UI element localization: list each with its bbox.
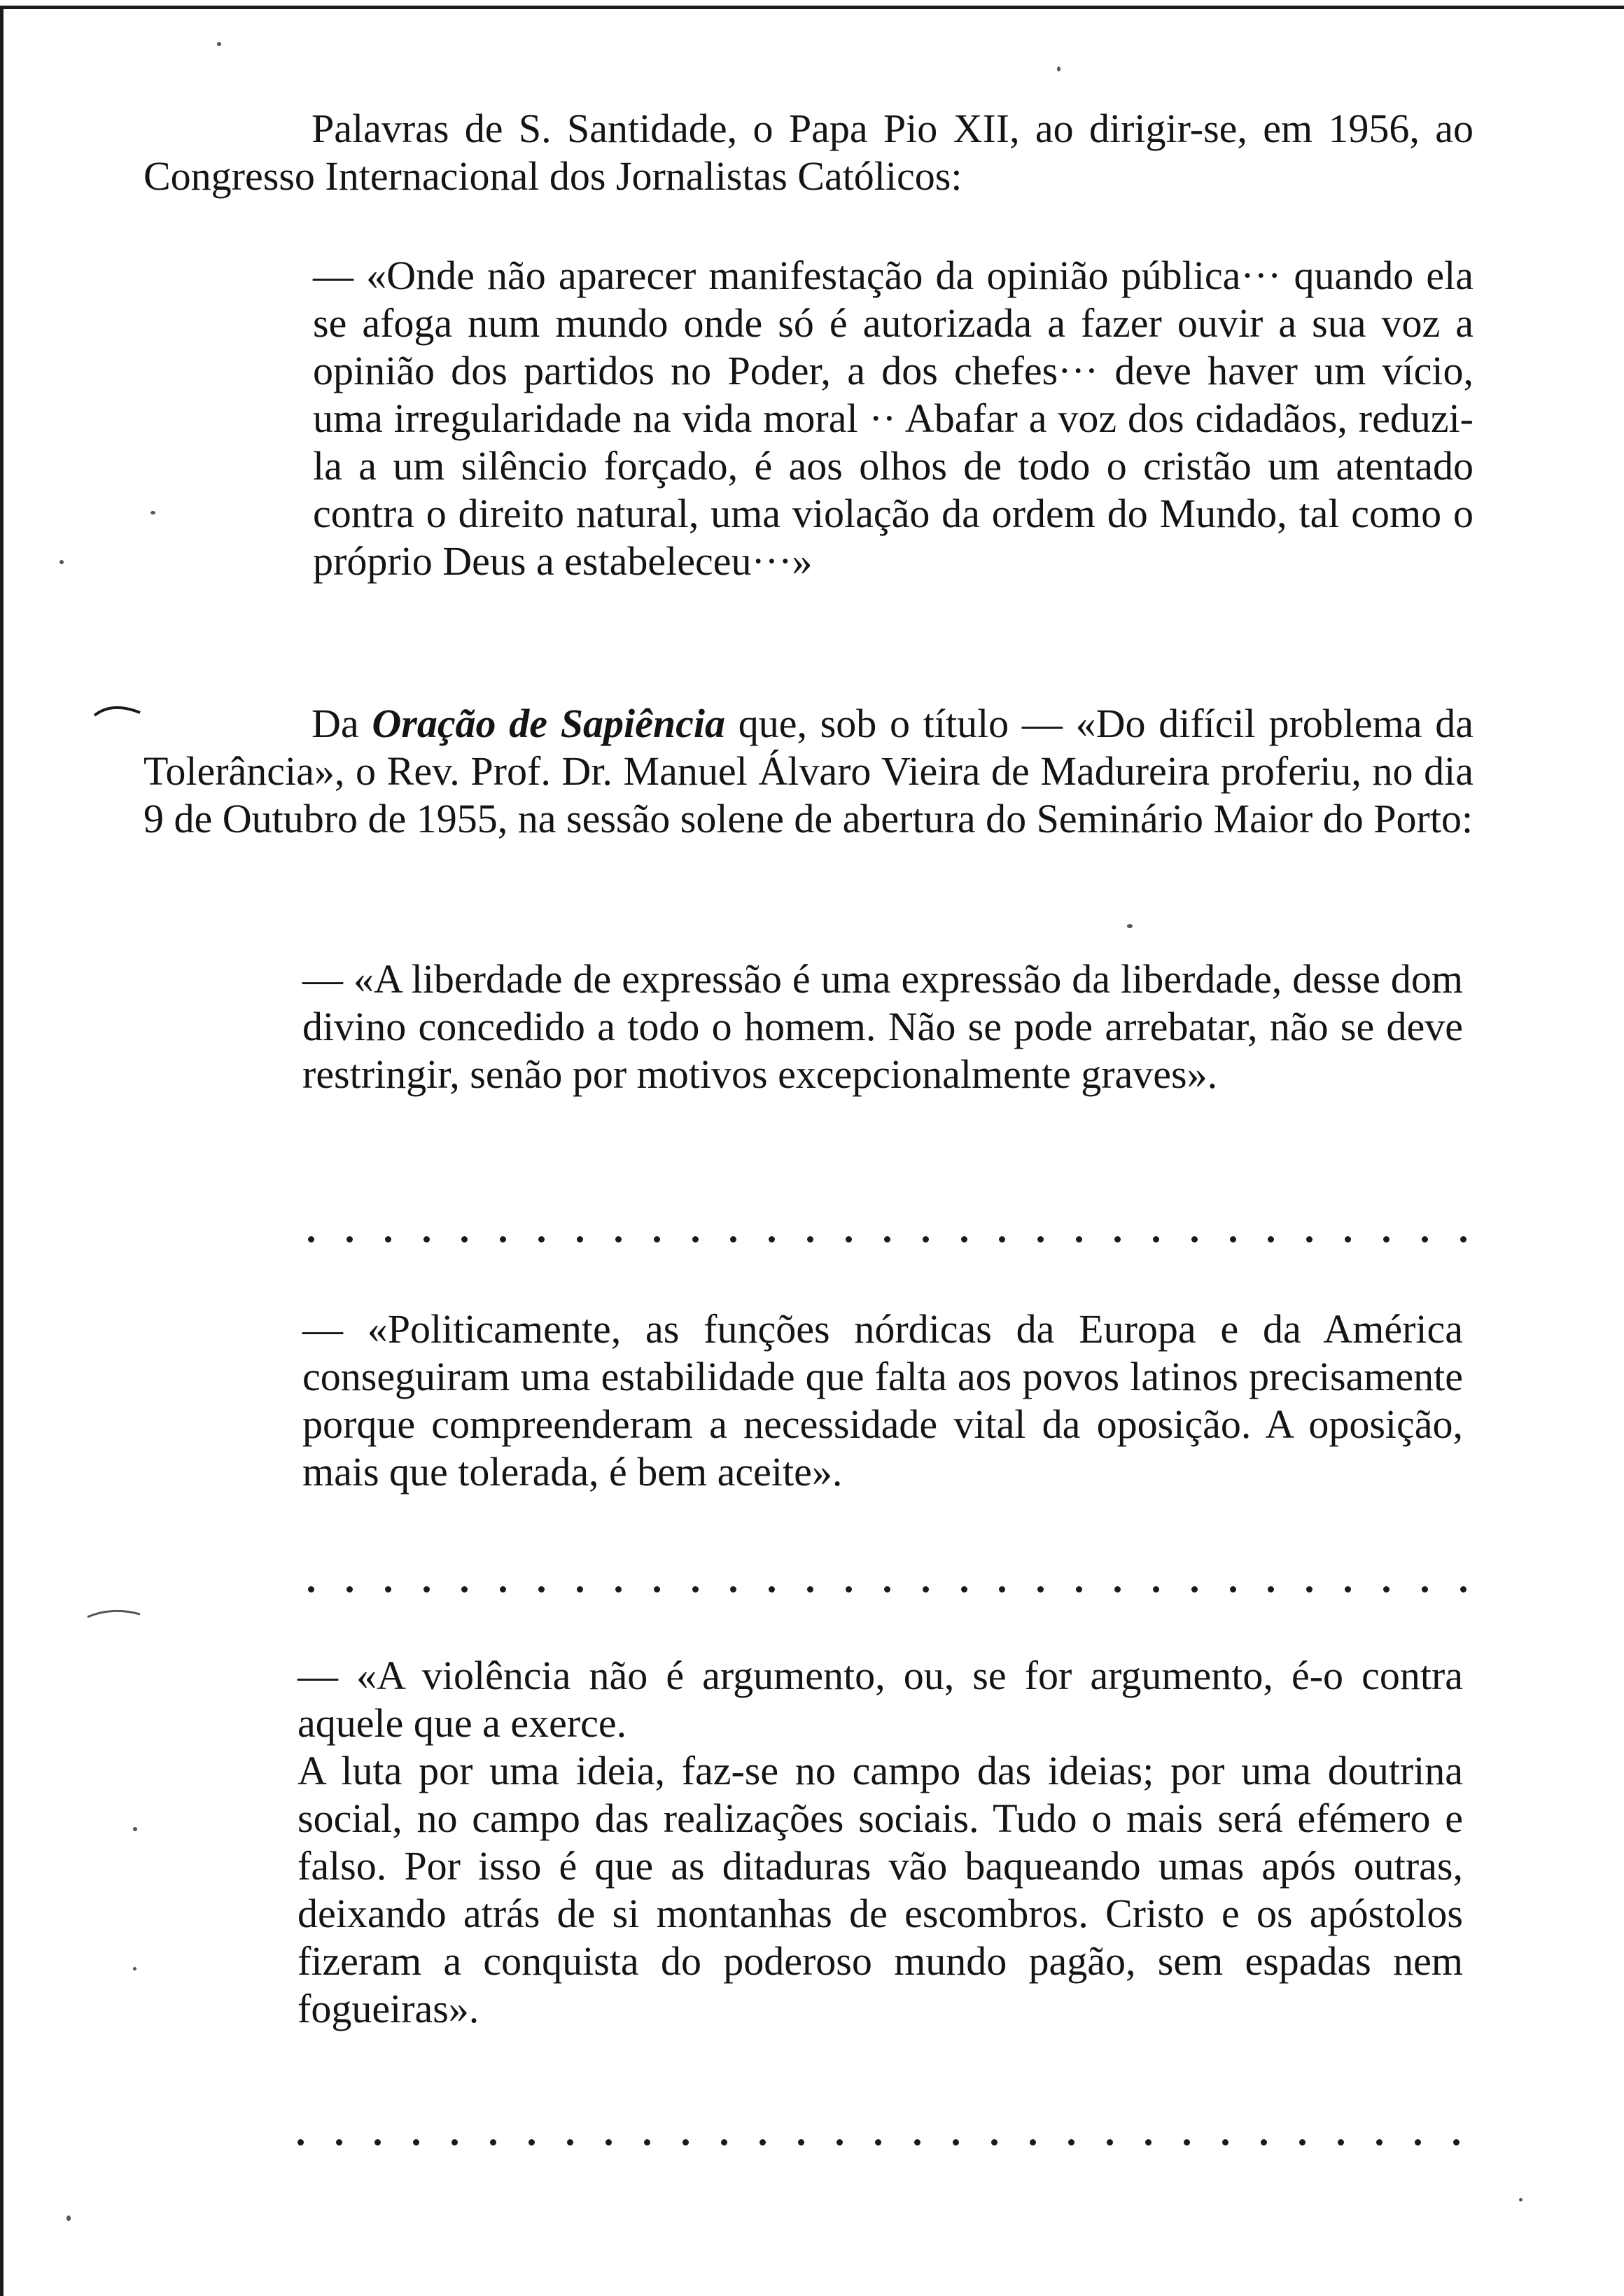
ellipsis-dot bbox=[308, 1586, 314, 1592]
ellipsis-dot bbox=[999, 1236, 1005, 1242]
ellipsis-dot bbox=[1261, 2139, 1267, 2146]
ellipsis-dot bbox=[1383, 1586, 1390, 1592]
ellipsis-dot bbox=[769, 1236, 775, 1242]
ellipsis-dot bbox=[1030, 2139, 1036, 2146]
ellipsis-dot bbox=[1422, 1236, 1428, 1242]
ellipsis-dot bbox=[1076, 1236, 1082, 1242]
ellipsis-dot bbox=[385, 1586, 391, 1592]
ellipsis-dot bbox=[923, 1586, 929, 1592]
ellipsis-dot bbox=[1222, 2139, 1228, 2146]
ellipsis-dot bbox=[461, 1236, 468, 1242]
quote-violence-text-1: — «A violência não é argumento, ou, se for argumento, é-o contra aquele que a exerce. bbox=[298, 1653, 1463, 1746]
ellipsis-dot bbox=[385, 1236, 391, 1242]
ellipsis-dot bbox=[346, 1236, 353, 1242]
ellipsis-dot bbox=[1345, 1586, 1351, 1592]
scan-speck bbox=[217, 42, 221, 46]
ellipsis-dot bbox=[654, 1236, 660, 1242]
ellipsis-dot bbox=[336, 2139, 342, 2146]
intro-oration-before-title: Da bbox=[312, 701, 372, 746]
ellipsis-dot bbox=[567, 2139, 573, 2146]
ellipsis-dot bbox=[615, 1236, 622, 1242]
ellipsis-dot bbox=[1376, 2139, 1382, 2146]
ellipsis-dot bbox=[1184, 2139, 1190, 2146]
ellipsis-dot bbox=[1230, 1586, 1236, 1592]
scan-mark-left-1 bbox=[91, 700, 147, 721]
ellipsis-dot bbox=[1037, 1236, 1044, 1242]
scan-speck bbox=[1519, 2198, 1522, 2202]
scan-speck bbox=[66, 2216, 71, 2221]
ellipsis-dot bbox=[807, 1236, 813, 1242]
ellipsis-dot bbox=[1422, 1586, 1428, 1592]
ellipsis-dot bbox=[538, 1586, 545, 1592]
ellipsis-dot bbox=[424, 1236, 430, 1242]
page-border-left bbox=[0, 6, 4, 2296]
ellipsis-dot bbox=[1076, 1586, 1082, 1592]
ellipsis-dot bbox=[413, 2139, 419, 2146]
ellipsis-dot bbox=[836, 2139, 843, 2146]
quote-politics-text: — «Politicamente, as funções nórdicas da Europa e da América conseguiram uma estabilidade que falta aos povos latinos precisamente porque compreenderam a necessidade vital da oposição. A oposição, mais que tolerada, é bem aceite». bbox=[302, 1306, 1463, 1494]
ellipsis-dot bbox=[490, 2139, 496, 2146]
intro-text-oration bbox=[144, 700, 1474, 843]
ellipsis-dot bbox=[730, 1236, 736, 1242]
ellipsis-dot bbox=[991, 2139, 997, 2146]
ellipsis-dot bbox=[298, 2139, 304, 2146]
scan-speck bbox=[1127, 924, 1133, 928]
quote-violence bbox=[298, 1652, 1463, 2033]
quote-liberty-text: — «A liberdade de expressão é uma expressão da liberdade, desse dom divino concedido a todo o homem. Não se pode arrebatar, não se deve restringir, senão por motivos excepcionalmente graves». bbox=[302, 956, 1463, 1097]
ellipsis-dot bbox=[1107, 2139, 1113, 2146]
ellipsis-dot bbox=[1114, 1236, 1121, 1242]
quote-violence-text-2: A luta por uma ideia, faz-se no campo das ideias; por uma doutrina social, no campo das realizações sociais. Tudo o mais será efémero e falso. Por isso é que as ditaduras vão baqueando umas após outras, deixando atrás de si montanhas de escombros. Cristo e os apóstolos fizeram a conquista do poderoso mundo pagão, sem espadas nem fogueiras». bbox=[298, 1748, 1463, 2031]
intro-paragraph-pope bbox=[144, 105, 1474, 200]
intro-paragraph-oration bbox=[144, 700, 1474, 843]
ellipsis-dot bbox=[1453, 2139, 1460, 2146]
ellipsis-dot bbox=[577, 1586, 583, 1592]
ellipsis-dot bbox=[953, 2139, 959, 2146]
oration-title: Oração de Sapiência bbox=[372, 701, 725, 746]
scan-speck bbox=[59, 560, 64, 564]
page-border-top bbox=[0, 6, 1624, 9]
ellipsis-dot bbox=[923, 1236, 929, 1242]
ellipsis-dot bbox=[308, 1236, 314, 1242]
ellipsis-dot bbox=[1415, 2139, 1421, 2146]
ellipsis-dot bbox=[1460, 1236, 1466, 1242]
ellipsis-dot bbox=[1306, 1236, 1312, 1242]
intro-oration-after-title: que, sob o título — «Do difícil problema da Tolerância», o Rev. Prof. Dr. Manuel Álvaro Vieira de Madureira proferiu, no dia 9 de Outubro de 1955, na sessão solene de abertura do Seminário Maior do Porto: bbox=[144, 701, 1474, 841]
ellipsis-dot bbox=[884, 1586, 890, 1592]
ellipsis-dot bbox=[1268, 1586, 1274, 1592]
ellipsis-dot bbox=[692, 1586, 699, 1592]
ellipsis-dot bbox=[1338, 2139, 1344, 2146]
ellipsis-dot bbox=[606, 2139, 612, 2146]
ellipsis-dot bbox=[528, 2139, 535, 2146]
scan-speck bbox=[1057, 66, 1060, 71]
ellipsis-dot bbox=[721, 2139, 727, 2146]
ellipsis-dot bbox=[769, 1586, 775, 1592]
ellipsis-separator-3 bbox=[298, 2124, 1460, 2160]
ellipsis-dot bbox=[961, 1586, 967, 1592]
ellipsis-dot bbox=[798, 2139, 804, 2146]
ellipsis-dot bbox=[1068, 2139, 1074, 2146]
ellipsis-dot bbox=[730, 1586, 736, 1592]
ellipsis-dot bbox=[1268, 1236, 1274, 1242]
ellipsis-dot bbox=[846, 1236, 852, 1242]
ellipsis-dot bbox=[615, 1586, 622, 1592]
scan-speck bbox=[150, 511, 155, 514]
ellipsis-dot bbox=[682, 2139, 689, 2146]
ellipsis-dot bbox=[999, 1586, 1005, 1592]
ellipsis-dot bbox=[374, 2139, 381, 2146]
ellipsis-dot bbox=[1191, 1236, 1198, 1242]
ellipsis-dot bbox=[1037, 1586, 1044, 1592]
ellipsis-dot bbox=[961, 1236, 967, 1242]
ellipsis-dot bbox=[760, 2139, 766, 2146]
ellipsis-dot bbox=[500, 1236, 506, 1242]
quote-pope bbox=[313, 252, 1474, 585]
ellipsis-dot bbox=[914, 2139, 920, 2146]
ellipsis-dot bbox=[538, 1236, 545, 1242]
ellipsis-dot bbox=[346, 1586, 353, 1592]
ellipsis-dot bbox=[875, 2139, 881, 2146]
ellipsis-dot bbox=[451, 2139, 458, 2146]
ellipsis-dot bbox=[1153, 1586, 1159, 1592]
ellipsis-dot bbox=[1114, 1586, 1121, 1592]
ellipsis-dot bbox=[692, 1236, 699, 1242]
quote-liberty bbox=[302, 955, 1463, 1098]
ellipsis-dot bbox=[1230, 1236, 1236, 1242]
ellipsis-dot bbox=[1145, 2139, 1152, 2146]
scan-speck bbox=[133, 1827, 137, 1831]
scan-speck bbox=[133, 1967, 136, 1970]
ellipsis-dot bbox=[884, 1236, 890, 1242]
ellipsis-dot bbox=[1345, 1236, 1351, 1242]
ellipsis-dot bbox=[1383, 1236, 1390, 1242]
ellipsis-dot bbox=[1153, 1236, 1159, 1242]
ellipsis-dot bbox=[577, 1236, 583, 1242]
ellipsis-dot bbox=[644, 2139, 650, 2146]
quote-pope-text: — «Onde não aparecer manifestação da opinião pública··· quando ela se afoga num mundo onde só é autorizada a fazer ouvir a sua voz a opinião dos partidos no Poder, a dos chefes··· deve haver um vício, uma irregularidade na vida moral ·· Abafar a voz dos cidadãos, reduzi-la a um silêncio forçado, é aos olhos de todo o cristão um atentado contra o direito natural, uma violação da ordem do Mundo, tal como o próprio Deus a estabeleceu···» bbox=[313, 253, 1474, 584]
ellipsis-dot bbox=[1460, 1586, 1466, 1592]
scan-mark-left-2 bbox=[84, 1603, 147, 1624]
intro-text-pope: Palavras de S. Santidade, o Papa Pio XII, ao dirigir-se, em 1956, ao Congresso Internacional dos Jornalistas Católicos: bbox=[144, 106, 1474, 199]
ellipsis-dot bbox=[654, 1586, 660, 1592]
ellipsis-dot bbox=[1191, 1586, 1198, 1592]
quote-politics bbox=[302, 1306, 1463, 1496]
ellipsis-dot bbox=[424, 1586, 430, 1592]
ellipsis-dot bbox=[1299, 2139, 1306, 2146]
ellipsis-dot bbox=[461, 1586, 468, 1592]
ellipsis-separator-2 bbox=[308, 1572, 1466, 1606]
ellipsis-separator-1 bbox=[308, 1222, 1466, 1256]
ellipsis-dot bbox=[1306, 1586, 1312, 1592]
ellipsis-dot bbox=[807, 1586, 813, 1592]
ellipsis-dot bbox=[500, 1586, 506, 1592]
ellipsis-dot bbox=[846, 1586, 852, 1592]
